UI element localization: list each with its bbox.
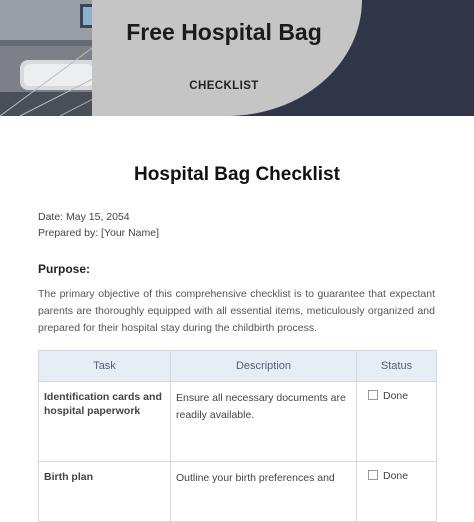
checklist-table (38, 350, 437, 522)
prepared-by: Prepared by: [Your Name] (38, 227, 160, 239)
document-date: Date: May 15, 2054 (38, 211, 130, 223)
status-label: Done (383, 390, 409, 402)
column-header-description: Description (171, 351, 357, 382)
purpose-heading: Purpose: (38, 262, 91, 276)
header-banner (0, 0, 474, 116)
status-checkbox[interactable] (368, 470, 378, 480)
task-cell: Identification cards and hospital paperwork (39, 382, 171, 462)
table-row (39, 462, 437, 522)
purpose-text: The primary objective of this comprehensive checklist is to guarantee that expectant parents are thoroughly equipped with all essential items, meticulously organized and prepared for their hospital stay during the childbirth process. (38, 288, 435, 334)
table-header-row (39, 351, 437, 382)
status-checkbox[interactable] (368, 390, 378, 400)
status-label: Done (383, 470, 409, 482)
banner-subtitle: CHECKLIST (189, 80, 259, 92)
column-header-status: Status (357, 351, 437, 382)
table-row (39, 382, 437, 462)
status-cell (357, 382, 437, 462)
document-title: Hospital Bag Checklist (134, 164, 340, 185)
status-cell (357, 462, 437, 522)
task-cell: Birth plan (39, 462, 171, 522)
column-header-task: Task (39, 351, 171, 382)
description-cell: Outline your birth preferences and (171, 462, 357, 522)
banner-title: Free Hospital Bag (126, 19, 322, 45)
description-cell: Ensure all necessary documents are readily available. (171, 382, 357, 462)
